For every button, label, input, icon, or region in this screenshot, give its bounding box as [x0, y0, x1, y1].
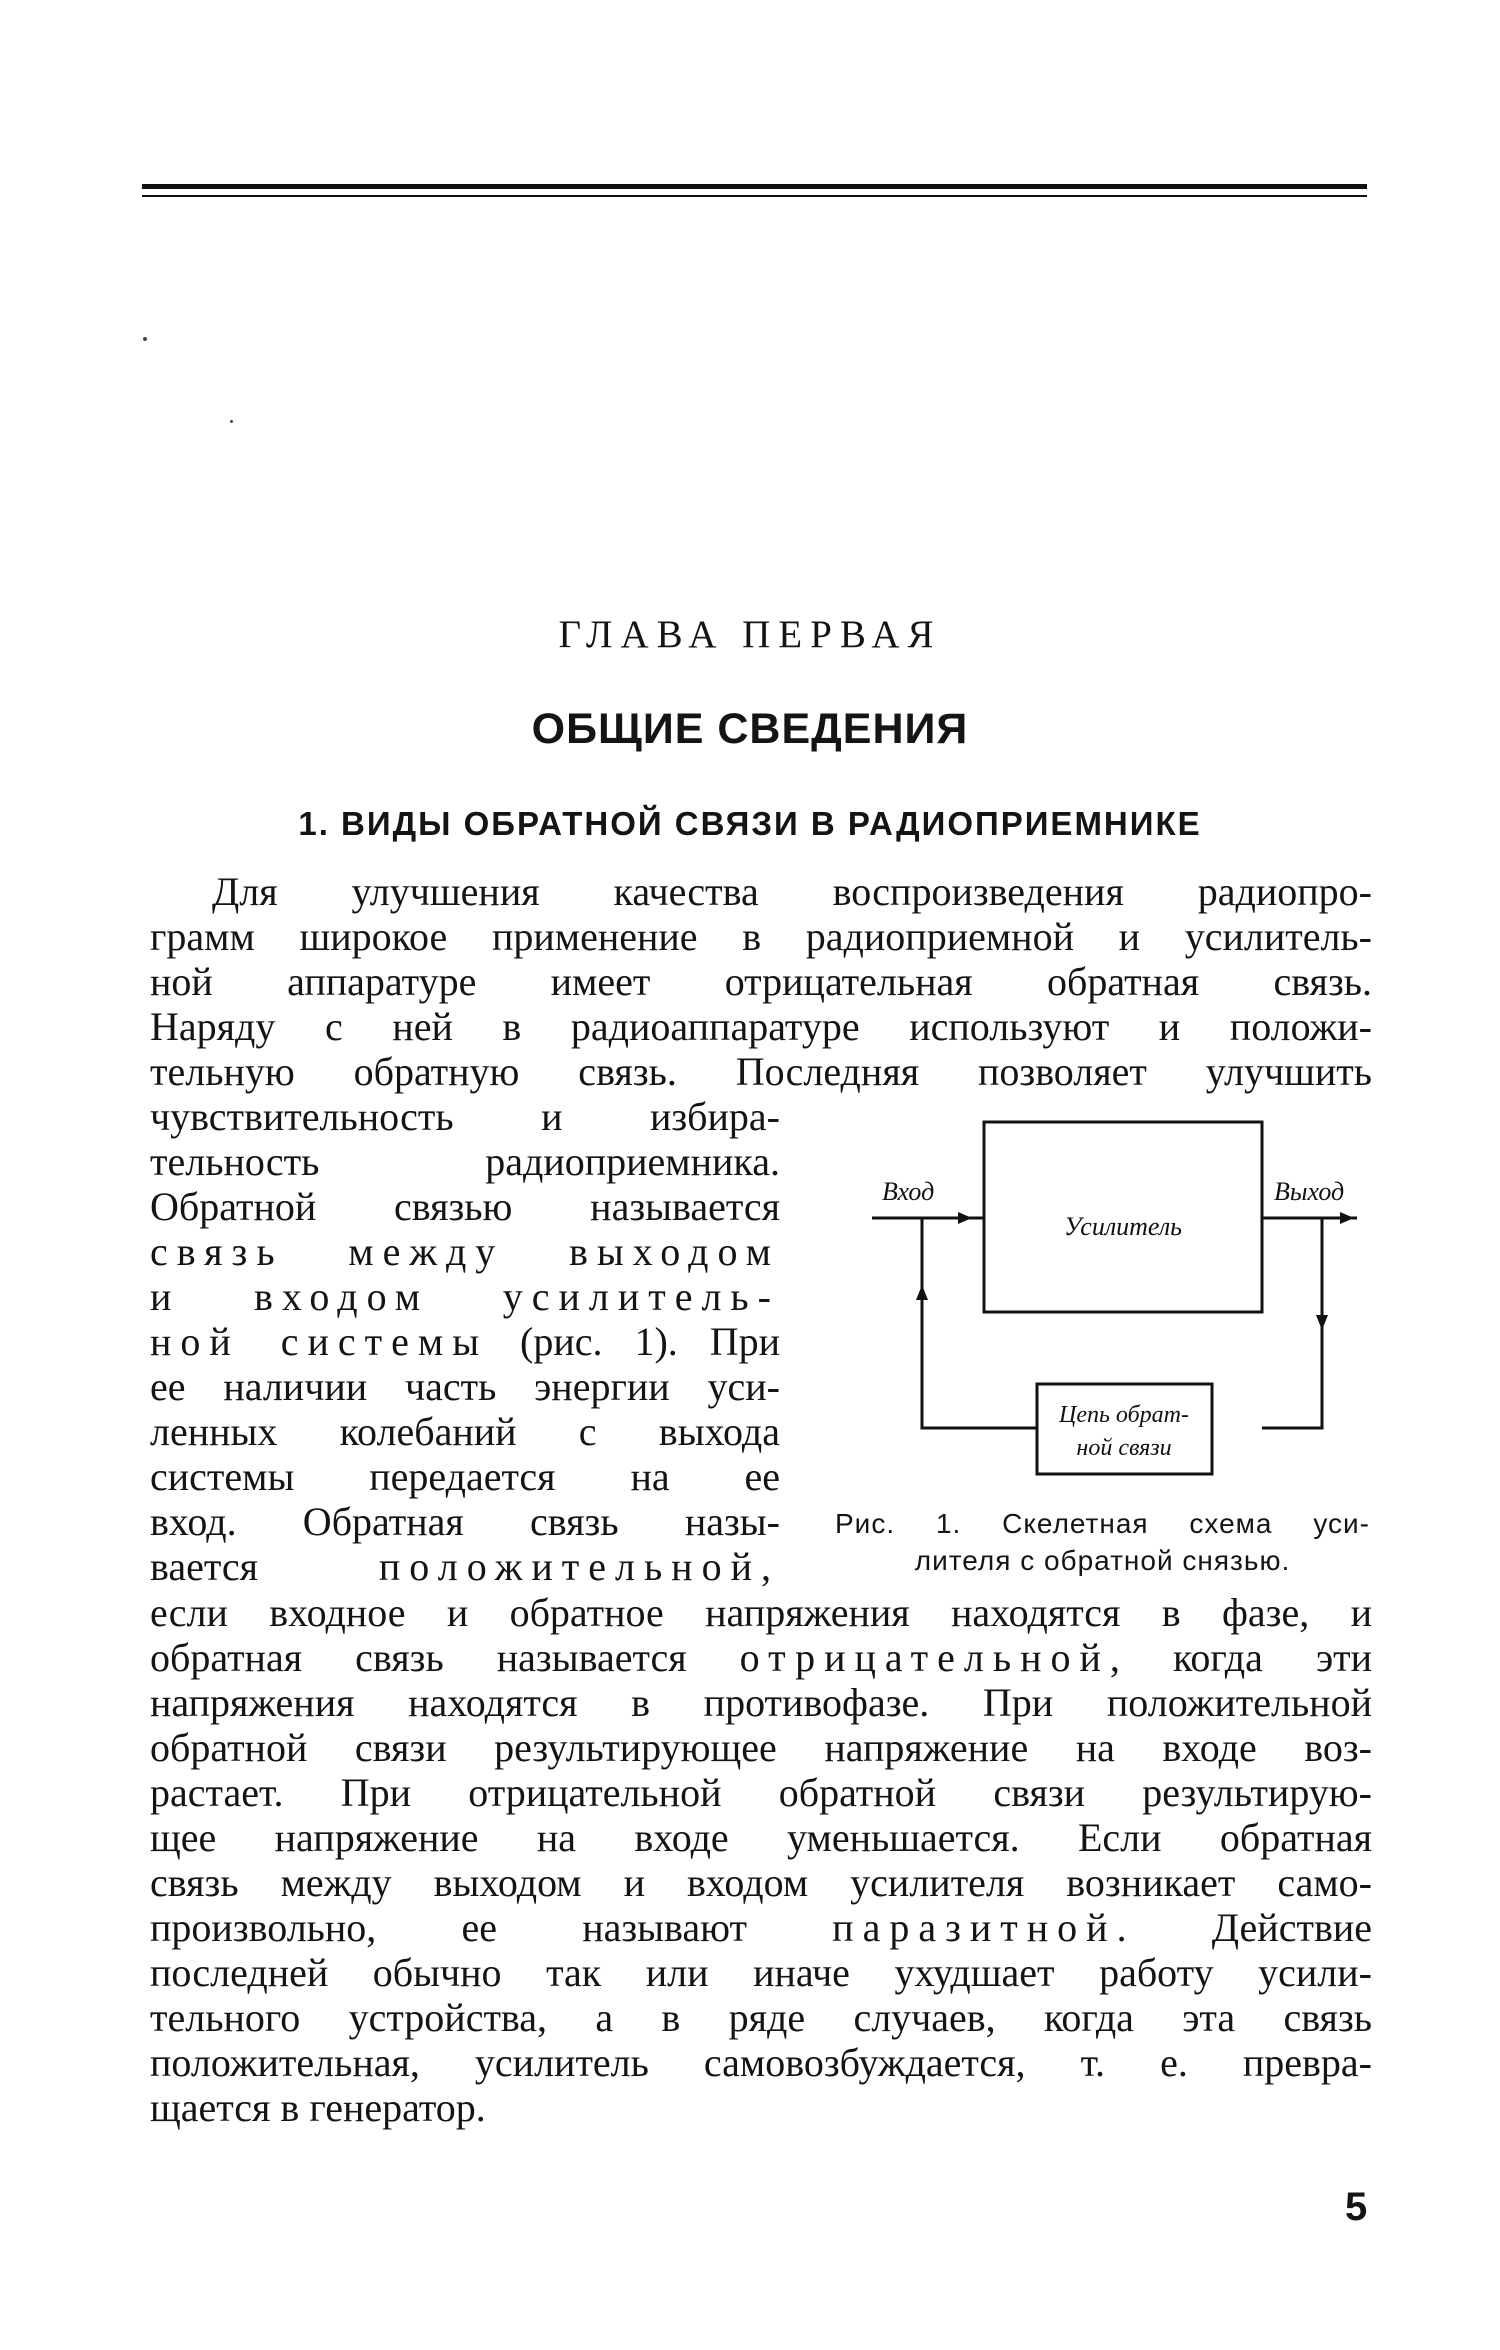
text-part: положительная, усилитель самовозбуждается, т. е. превра- [150, 2040, 1372, 2085]
continuation-line [150, 2085, 1372, 2130]
intro-line: Наряду с ней в радиоаппаратуре используют и положи- [150, 1004, 1372, 1049]
spaced-term: паразитной [832, 1905, 1117, 1950]
column-line: ленных колебаний с выхода [150, 1409, 780, 1454]
text-part: тельного устройства, а в ряде случаев, когда эта связь [150, 1995, 1372, 2040]
text-part: произвольно, ее называют [150, 1905, 833, 1950]
caption-line: лителя с обратной снязью. [914, 1545, 1291, 1576]
intro-line: тельную обратную связь. Последняя позволяет улучшить [150, 1049, 1372, 1094]
continuation-line [150, 1860, 1372, 1905]
text-part: щается в генератор. [150, 2085, 486, 2130]
text-part: последней обычно так или иначе ухудшает работу усили- [150, 1950, 1372, 1995]
continuation-paragraph [150, 1590, 1372, 2130]
continuation-line [150, 1725, 1372, 1770]
continuation-line [150, 1950, 1372, 1995]
continuation-line [150, 1995, 1372, 2040]
column-line [150, 1544, 780, 1589]
spaced-term: отрицательной [739, 1635, 1110, 1680]
section-title: 1. ВИДЫ ОБРАТНОЙ СВЯЗИ В РАДИОПРИЕМНИКЕ [298, 805, 1202, 842]
input-label: Вход [882, 1177, 935, 1206]
continuation-line [150, 1590, 1372, 1635]
spaced-term: положительной, [378, 1544, 780, 1589]
output-to-feedback-line [1262, 1218, 1322, 1428]
text-part: если входное и обратное напряжения находятся в фазе, и [150, 1590, 1372, 1635]
chapter-title: ОБЩИЕ СВЕДЕНИЯ [531, 705, 969, 753]
output-label: Выход [1274, 1177, 1345, 1206]
text-part: растает. При отрицательной обратной связи результирую- [150, 1770, 1372, 1815]
feedback-label-line1: Цепь обрат- [1059, 1402, 1189, 1428]
continuation-line [150, 2040, 1372, 2085]
column-line: вход. Обратная связь назы- [150, 1499, 780, 1544]
header-rule-thick [142, 184, 1367, 189]
continuation-line [150, 1905, 1372, 1950]
header-rule-thin [142, 195, 1367, 197]
speck [143, 337, 147, 341]
column-line: связь между выходом [150, 1229, 780, 1274]
intro-line: Для улучшения качества воспроизведения радиопро- [212, 869, 1372, 914]
feedback-to-input-line [922, 1218, 1037, 1428]
column-line: системы передается на ее [150, 1454, 780, 1499]
continuation-line [150, 1815, 1372, 1860]
spaced-term: ной системы [150, 1319, 489, 1364]
speck [230, 420, 233, 423]
wrapped-text-column [150, 1094, 780, 1589]
continuation-line [150, 1680, 1372, 1725]
caption-line: Рис. 1. Скелетная схема уси- [835, 1508, 1370, 1539]
continuation-line [150, 1635, 1372, 1680]
intro-paragraph [150, 869, 1372, 1094]
column-line-start: вается [150, 1544, 379, 1589]
column-line-rest: (рис. 1). При [488, 1319, 780, 1364]
column-line: Обратной связью называется [150, 1184, 780, 1229]
text-part: , когда эти [1109, 1635, 1372, 1680]
continuation-line [150, 1770, 1372, 1815]
intro-line: ной аппаратуре имеет отрицательная обратная связь. [150, 959, 1372, 1004]
column-line: ее наличии часть энергии уси- [150, 1364, 780, 1409]
column-line: чувствительность и избира- [150, 1094, 780, 1139]
chapter-label: ГЛАВА ПЕРВАЯ [558, 613, 942, 656]
page-number: 5 [1345, 2185, 1368, 2229]
text-part: щее напряжение на входе уменьшается. Если обратная [150, 1815, 1372, 1860]
figure-caption [835, 1505, 1370, 1579]
text-part: связь между выходом и входом усилителя возникает само- [150, 1860, 1372, 1905]
feedback-block-diagram [862, 1110, 1372, 1500]
amplifier-label: Усилитель [1064, 1212, 1182, 1241]
down-arrow-icon [1316, 1315, 1328, 1330]
column-line [150, 1319, 780, 1364]
feedback-label-line2: ной связи [1076, 1435, 1172, 1461]
text-part: . Действие [1116, 1905, 1372, 1950]
intro-line: грамм широкое применение в радиоприемной и усилитель- [150, 914, 1372, 959]
column-line: тельность радиоприемника. [150, 1139, 780, 1184]
input-arrow-icon [958, 1212, 972, 1224]
column-line: и входом усилитель- [150, 1274, 780, 1319]
text-part: обратной связи результирующее напряжение на входе воз- [150, 1725, 1372, 1770]
text-part: напряжения находятся в противофазе. При положительной [150, 1680, 1372, 1725]
text-part: обратная связь называется [150, 1635, 740, 1680]
output-arrow-icon [1340, 1212, 1354, 1224]
up-arrow-icon [916, 1285, 928, 1300]
